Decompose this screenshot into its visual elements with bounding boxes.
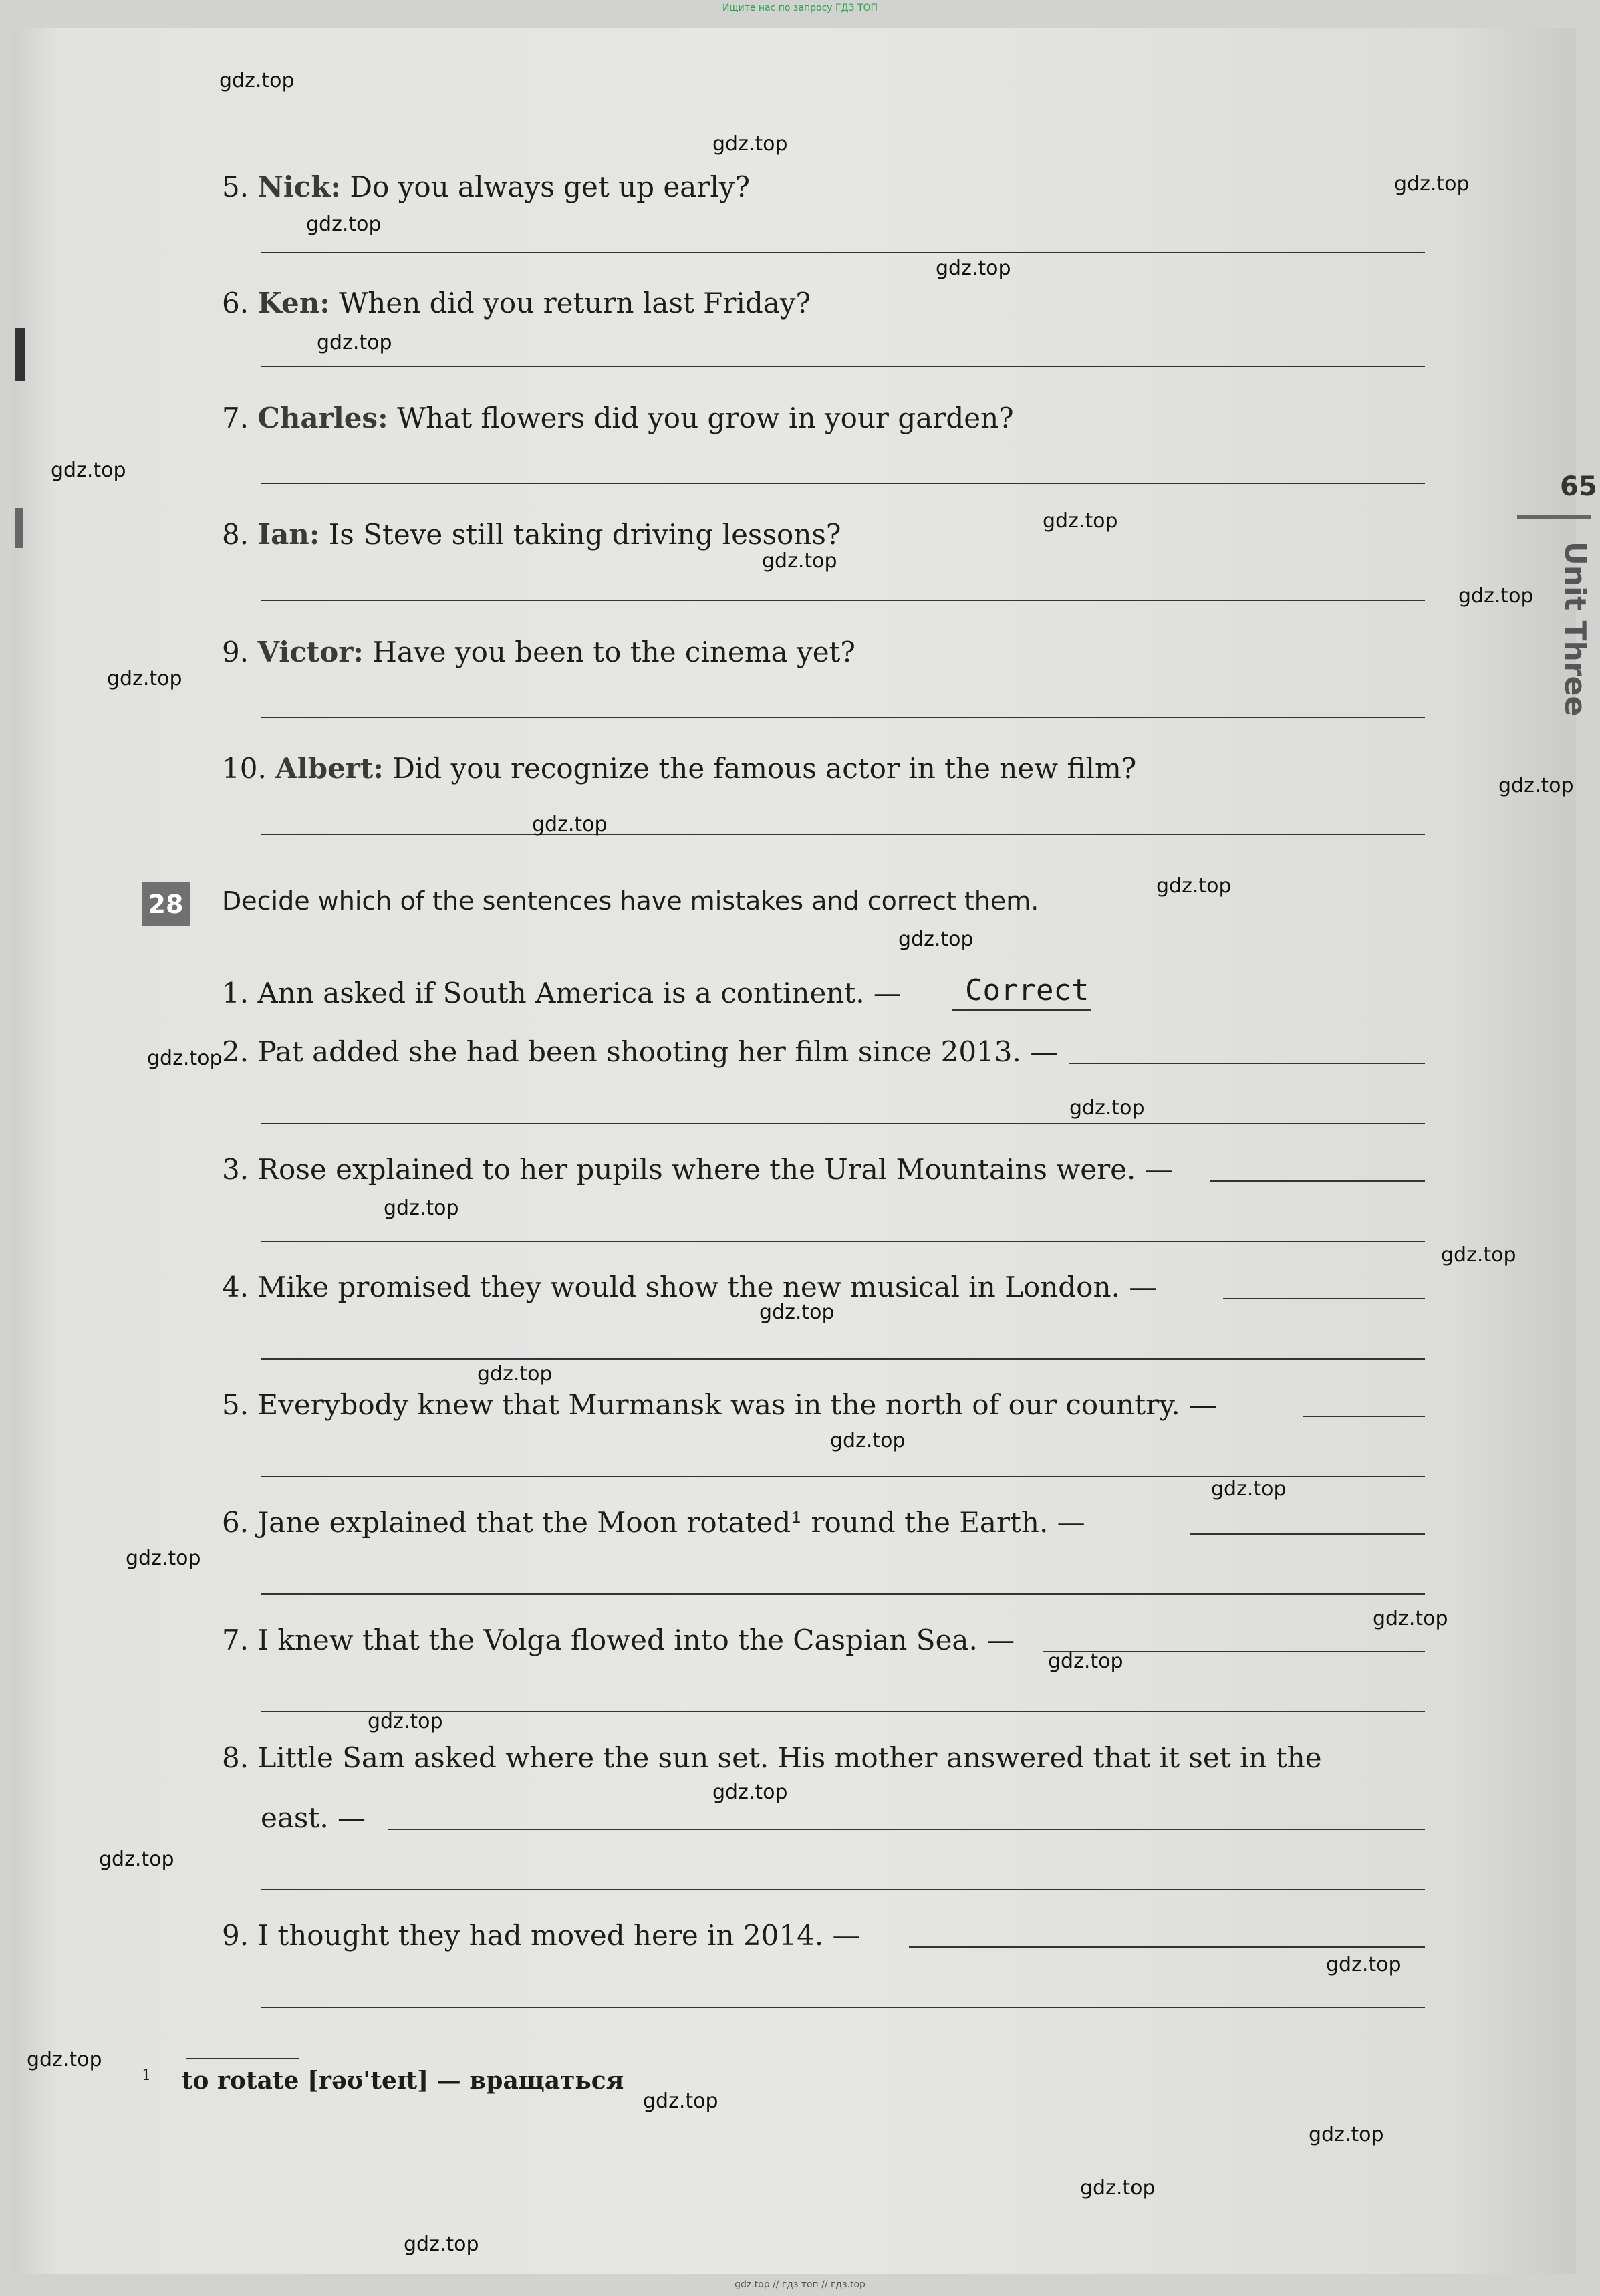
watermark: gdz.top xyxy=(936,257,1011,280)
question-number: 5. xyxy=(222,170,249,203)
watermark: gdz.top xyxy=(51,459,126,482)
question-text: Do you always get up early? xyxy=(350,170,751,203)
question-number: 8. xyxy=(222,518,249,551)
answer-line[interactable] xyxy=(1069,1063,1425,1064)
question-text: Did you recognize the famous actor in the new film? xyxy=(392,752,1137,785)
page-number-rule xyxy=(1517,515,1591,519)
footnote-mark: 1 xyxy=(142,2067,151,2084)
answer-line[interactable] xyxy=(261,1241,1425,1242)
answer-line[interactable] xyxy=(1303,1416,1425,1417)
watermark: gdz.top xyxy=(643,2089,718,2113)
exercise-item: 7. I knew that the Volga flowed into the Caspian Sea. — xyxy=(222,1624,1015,1656)
exercise-item: 2. Pat added she had been shooting her film since 2013. — xyxy=(222,1035,1059,1068)
answer-line[interactable] xyxy=(261,1593,1425,1595)
answer-line[interactable] xyxy=(261,252,1425,253)
question-speaker: Ken: xyxy=(257,287,330,320)
watermark: gdz.top xyxy=(1211,1477,1287,1501)
watermark: gdz.top xyxy=(1156,874,1232,898)
exercise-item: 3. Rose explained to her pupils where the Ural Mountains were. — xyxy=(222,1153,1173,1186)
exercise-item: 6. Jane explained that the Moon rotated¹ round the Earth. — xyxy=(222,1506,1085,1539)
watermark: gdz.top xyxy=(147,1047,223,1070)
watermark: gdz.top xyxy=(1441,1243,1516,1267)
watermark: gdz.top xyxy=(317,331,392,354)
watermark: gdz.top xyxy=(384,1196,459,1220)
question-row xyxy=(222,751,1136,786)
watermark: gdz.top xyxy=(830,1429,906,1452)
watermark: gdz.top xyxy=(368,1710,443,1733)
watermark: gdz.top xyxy=(27,2048,102,2071)
answer-line[interactable] xyxy=(1210,1180,1425,1182)
exercise-instruction: Decide which of the sentences have mistakes and correct them. xyxy=(222,886,1039,916)
watermark: gdz.top xyxy=(1080,2176,1156,2200)
watermark: gdz.top xyxy=(712,1781,788,1804)
binding-mark xyxy=(15,328,25,381)
binding-mark xyxy=(15,508,23,548)
answer-line[interactable] xyxy=(261,1123,1425,1124)
question-row xyxy=(222,286,811,321)
question-number: 9. xyxy=(222,636,249,668)
top-note: Ищите нас по запросу ГДЗ ТОП xyxy=(722,3,878,13)
question-text: Have you been to the cinema yet? xyxy=(372,636,855,668)
answer-line[interactable] xyxy=(1223,1298,1425,1299)
watermark: gdz.top xyxy=(532,813,608,836)
watermark: gdz.top xyxy=(1309,2123,1384,2146)
watermark: gdz.top xyxy=(1043,509,1118,533)
question-speaker: Nick: xyxy=(257,170,341,203)
watermark: gdz.top xyxy=(219,69,295,92)
exercise-item: east. — xyxy=(261,1801,366,1834)
question-text: Is Steve still taking driving lessons? xyxy=(328,518,841,551)
answer-line[interactable] xyxy=(261,483,1425,484)
watermark: gdz.top xyxy=(477,1362,553,1386)
answer-line[interactable] xyxy=(261,2007,1425,2008)
exercise-item: 1. Ann asked if South America is a continent. — xyxy=(222,977,902,1009)
watermark: gdz.top xyxy=(107,667,182,690)
watermark: gdz.top xyxy=(712,132,788,156)
answer-line[interactable] xyxy=(388,1829,1425,1830)
answer-line[interactable] xyxy=(909,1946,1425,1948)
watermark: gdz.top xyxy=(762,549,837,573)
watermark: gdz.top xyxy=(1373,1607,1448,1630)
question-text: What flowers did you grow in your garden? xyxy=(396,402,1014,434)
footnote-text: to rotate [rəʊ'teɪt] — вращаться xyxy=(181,2067,624,2095)
handwritten-answer: Correct xyxy=(965,973,1089,1007)
watermark: gdz.top xyxy=(1069,1096,1145,1120)
answer-line[interactable] xyxy=(261,600,1425,601)
question-speaker: Charles: xyxy=(257,402,388,434)
answer-line[interactable] xyxy=(1190,1533,1425,1535)
exercise-item: 8. Little Sam asked where the sun set. His mother answered that it set in the xyxy=(222,1741,1322,1774)
watermark: gdz.top xyxy=(99,1847,174,1871)
question-row xyxy=(222,635,855,670)
watermark: gdz.top xyxy=(1048,1650,1123,1673)
watermark: gdz.top xyxy=(1326,1953,1402,1976)
exercise-item: 4. Mike promised they would show the new musical in London. — xyxy=(222,1271,1158,1303)
question-text: When did you return last Friday? xyxy=(339,287,811,320)
question-row xyxy=(222,170,750,205)
exercise-number-badge: 28 xyxy=(142,882,190,926)
answer-line[interactable] xyxy=(261,834,1425,835)
question-row xyxy=(222,517,841,552)
question-speaker: Victor: xyxy=(257,636,364,668)
exercise-item: 9. I thought they had moved here in 2014. — xyxy=(222,1919,861,1952)
watermark: gdz.top xyxy=(1394,172,1470,196)
footnote-divider xyxy=(186,2058,299,2059)
question-speaker: Albert: xyxy=(275,752,384,785)
watermark: gdz.top xyxy=(1498,774,1574,797)
page-number: 65 xyxy=(1560,471,1597,502)
answer-line[interactable] xyxy=(261,366,1425,367)
answer-line[interactable] xyxy=(261,717,1425,718)
watermark: gdz.top xyxy=(759,1301,835,1324)
answer-line[interactable] xyxy=(952,1009,1091,1011)
exercise-item: 5. Everybody knew that Murmansk was in the north of our country. — xyxy=(222,1388,1218,1421)
watermark: gdz.top xyxy=(898,928,974,951)
bottom-note: gdz.top // гдз топ // гдз.top xyxy=(735,2279,865,2290)
question-number: 7. xyxy=(222,402,249,434)
unit-label: Unit Three xyxy=(1558,541,1592,717)
watermark: gdz.top xyxy=(1458,584,1534,608)
question-number: 6. xyxy=(222,287,249,320)
watermark: gdz.top xyxy=(126,1547,201,1570)
question-number: 10. xyxy=(222,752,267,785)
question-row xyxy=(222,401,1014,436)
answer-line[interactable] xyxy=(261,1358,1425,1360)
answer-line[interactable] xyxy=(261,1889,1425,1890)
watermark: gdz.top xyxy=(404,2233,479,2256)
watermark: gdz.top xyxy=(306,213,382,236)
footnote xyxy=(142,2067,624,2095)
question-speaker: Ian: xyxy=(257,518,320,551)
